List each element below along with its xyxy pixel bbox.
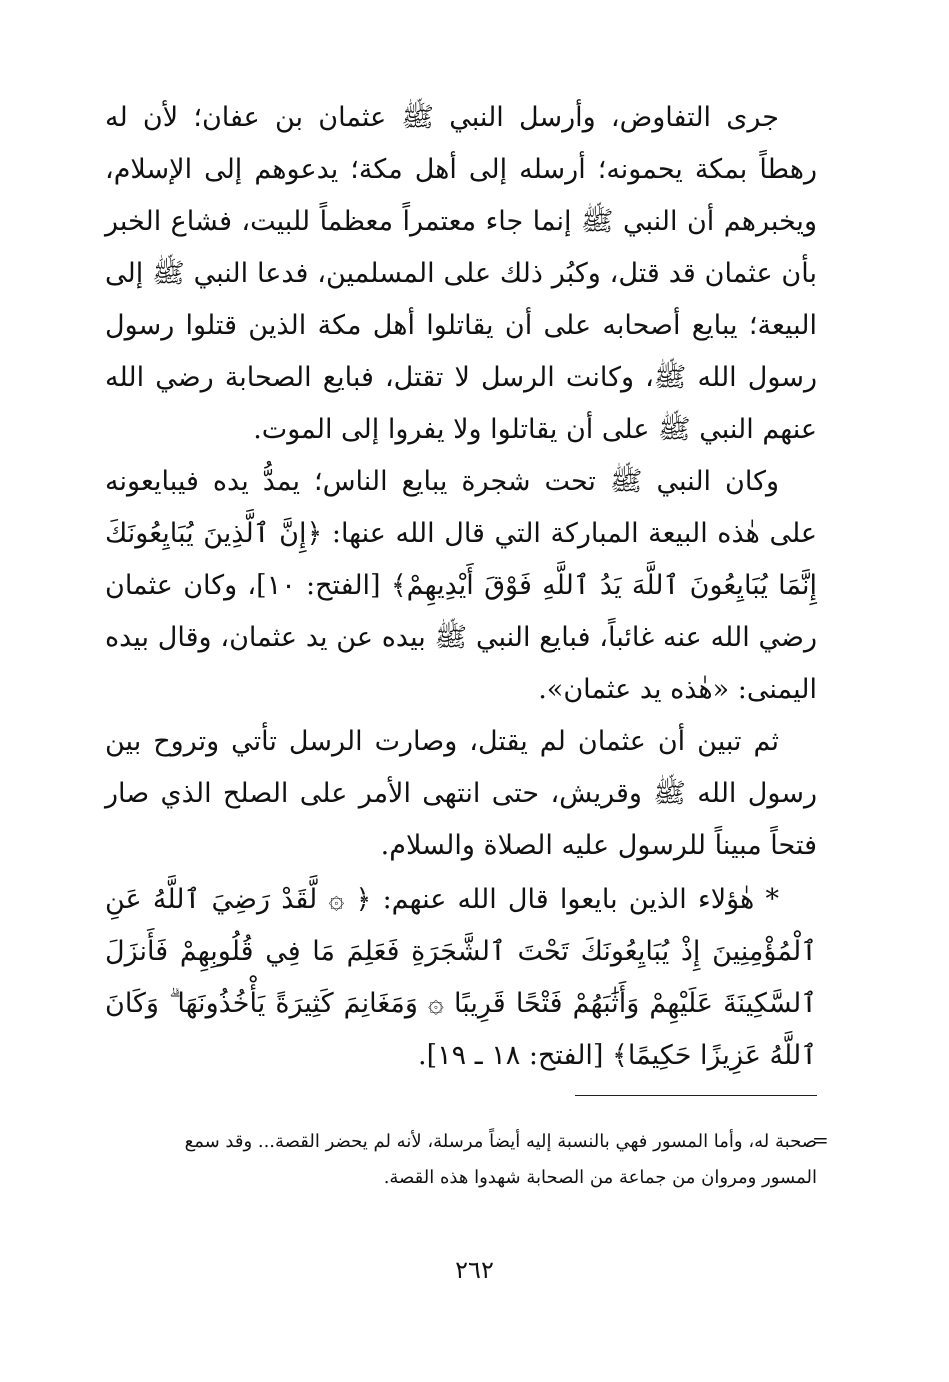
- footnote-divider: [575, 1095, 817, 1096]
- paragraph-3: ثم تبين أن عثمان لم يقتل، وصارت الرسل تأتي وتروح بين رسول الله ﷺ وقريش، حتى انتهى الأمر على الصلح الذي صار فتحاً مبيناً للرسول عليه الصلاة والسلام.: [105, 726, 817, 861]
- paragraph-1: جرى التفاوض، وأرسل النبي ﷺ عثمان بن عفان؛ لأن له رهطاً بمكة يحمونه؛ أرسله إلى أهل مكة؛ يدعوهم إلى الإسلام، ويخبرهم أن النبي ﷺ إنما جاء معتمراً معظماً للبيت، فشاع الخبر بأن عثمان قد قتل، وكبُر ذلك على المسلمين، فدعا النبي ﷺ إلى البيعة؛ يبايع أصحابه على أن يقاتلوا أهل مكة الذين قتلوا رسول رسول الله ﷺ، وكانت الرسل لا تقتل، فبايع الصحابة رضي الله عنهم النبي ﷺ على أن يقاتلوا ولا يفروا إلى الموت.: [105, 102, 817, 445]
- footnote-continuation-mark: =: [812, 1128, 829, 1152]
- footnote-text: صحبة له، وأما المسور فهي بالنسبة إليه أيضاً مرسلة، لأنه لم يحضر القصة... وقد سمع المسور ومروان من جماعة من الصحابة شهدوا هذه القصة.: [184, 1131, 817, 1188]
- paragraph-4: * هٰؤلاء الذين بايعوا قال الله عنهم: ﴿ ۞ لَّقَدْ رَضِيَ ٱللَّهُ عَنِ ٱلْمُؤْمِنِينَ إِذْ يُبَايِعُونَكَ تَحْتَ ٱلشَّجَرَةِ فَعَلِمَ مَا فِي قُلُوبِهِمْ فَأَنزَلَ ٱلسَّكِينَةَ عَلَيْهِمْ وَأَثَٰبَهُمْ فَتْحًا قَرِيبًا ۞ وَمَغَانِمَ كَثِيرَةً يَأْخُذُونَهَا ۗ وَكَانَ ٱللَّهُ عَزِيزًا حَكِيمًا﴾ [الفتح: ١٨ ـ ١٩].: [105, 884, 817, 1071]
- page-number: ٢٦٢: [455, 1256, 494, 1284]
- paragraph-2: وكان النبي ﷺ تحت شجرة يبايع الناس؛ يمدُّ يده فيبايعونه على هٰذه البيعة المباركة التي قال الله عنها: ﴿إِنَّ ٱلَّذِينَ يُبَايِعُونَكَ إِنَّمَا يُبَايِعُونَ ٱللَّهَ يَدُ ٱللَّهِ فَوْقَ أَيْدِيهِمْ﴾ [الفتح: ١٠]، وكان عثمان رضي الله عنه غائباً، فبايع النبي ﷺ بيده عن يد عثمان، وقال بيده اليمنى: «هٰذه يد عثمان».: [105, 466, 817, 705]
